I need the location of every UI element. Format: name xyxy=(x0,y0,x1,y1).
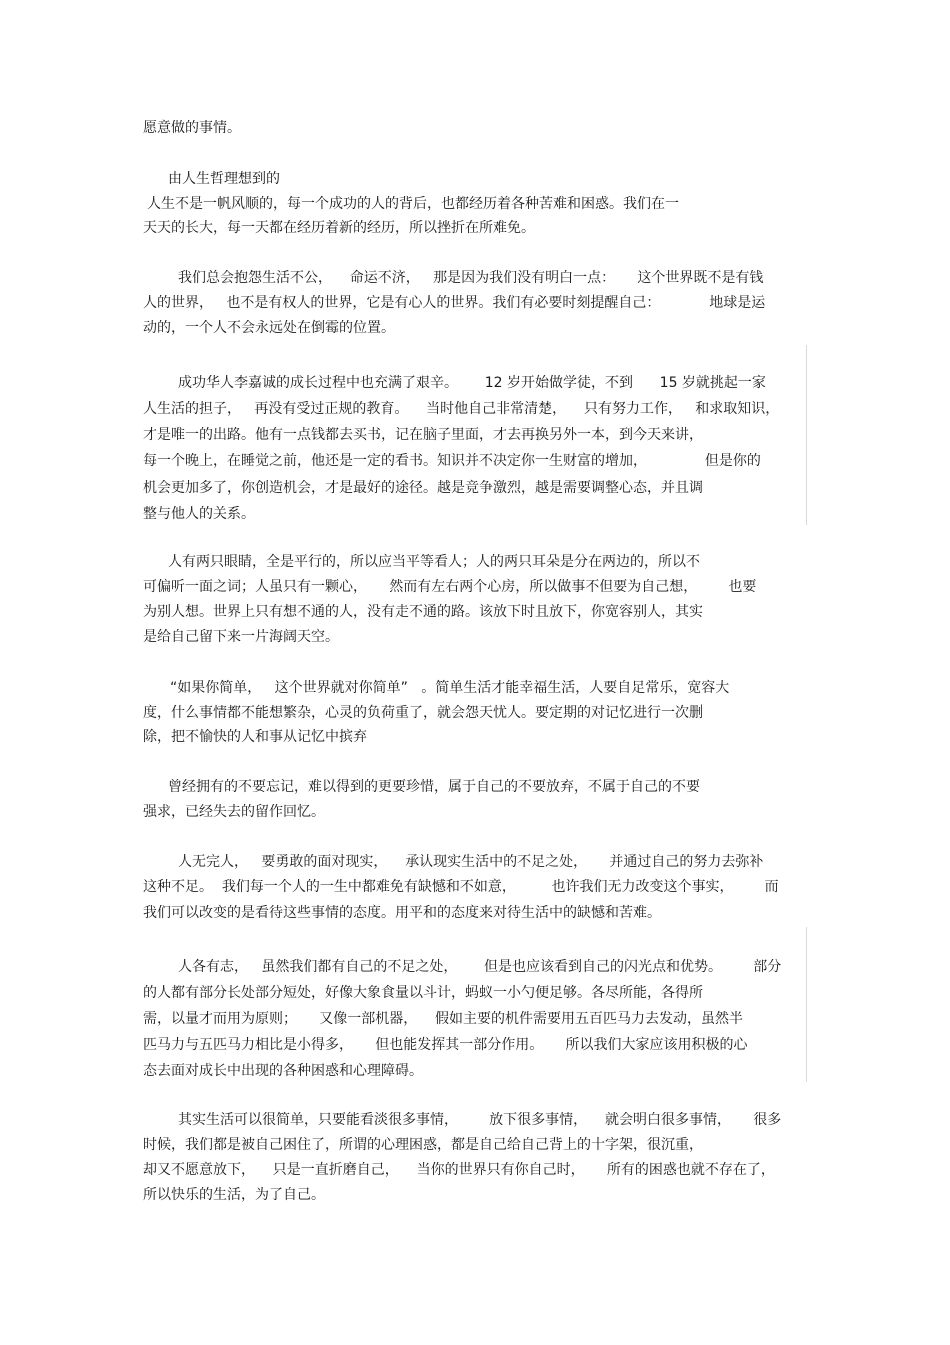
text-line: 是给自己留下来一片海阔天空。 xyxy=(143,629,339,645)
vertical-rule xyxy=(806,345,807,525)
text-line: 人生不是一帆风顺的，每一个成功的人的背后，也都经历着各种苦难和困惑。我们在一 xyxy=(147,196,679,212)
text-line: 需，以量才而用为原则； 又像一部机器， 假如主要的机件需要用五百匹马力去发动，虽然半 xyxy=(143,1011,744,1027)
text-line: 的人都有部分长处部分短处，好像大象食量以斗计，蚂蚁一小勺便足够。各尽所能，各得所 xyxy=(143,985,703,1001)
text-line: 可偏听一面之词；人虽只有一颗心， 然而有左右两个心房，所以做事不但要为自己想， 也要 xyxy=(143,579,757,595)
text-line: 人生活的担子， 再没有受过正规的教育。 当时他自己非常清楚， 只有努力工作， 和求取知识， xyxy=(143,401,780,417)
text-line: 曾经拥有的不要忘记，难以得到的更要珍惜，属于自己的不要放弃，不属于自己的不要 xyxy=(168,779,700,795)
text-line: 却又不愿意放下， 只是一直折磨自己， 当你的世界只有你自己时， 所有的困惑也就不存在了， xyxy=(143,1162,775,1178)
text-line: 匹马力与五匹马力相比是小得多， 但也能发挥其一部分作用。 所以我们大家应该用积极的心 xyxy=(143,1037,748,1053)
text-line: 才是唯一的出路。他有一点钱都去买书，记在脑子里面，才去再换另外一本，到今天来讲， xyxy=(143,427,703,443)
vertical-rule xyxy=(806,927,807,1082)
text-line: 人的世界， 也不是有权人的世界，它是有心人的世界。我们有必要时刻提醒自己： 地球是运 xyxy=(143,295,766,311)
text-line: 人有两只眼睛，全是平行的，所以应当平等看人；人的两只耳朵是分在两边的，所以不 xyxy=(168,554,700,570)
text-line: 愿意做的事情。 xyxy=(143,120,241,136)
text-line: 除，把不愉快的人和事从记忆中摈弃 xyxy=(143,729,367,745)
text-line: 所以快乐的生活，为了自己。 xyxy=(143,1187,325,1203)
text-line: “如果你简单， 这个世界就对你简单” 。简单生活才能幸福生活，人要自足常乐，宽容大 xyxy=(170,680,730,696)
text-line: 强求，已经失去的留作回忆。 xyxy=(143,804,325,820)
text-line: 这种不足。 我们每一个人的一生中都难免有缺憾和不如意， 也许我们无力改变这个事实， 而 xyxy=(143,879,779,895)
text-line: 人无完人， 要勇敢的面对现实， 承认现实生活中的不足之处， 并通过自己的努力去弥补 xyxy=(178,854,764,870)
text-line: 成功华人李嘉诚的成长过程中也充满了艰辛。 12 岁开始做学徒，不到 15 岁就挑起一家 xyxy=(178,375,766,391)
text-line: 态去面对成长中出现的各种困惑和心理障碍。 xyxy=(143,1063,423,1079)
text-line: 我们可以改变的是看待这些事情的态度。用平和的态度来对待生活中的缺憾和苦难。 xyxy=(143,905,661,921)
text-line: 人各有志， 虽然我们都有自己的不足之处， 但是也应该看到自己的闪光点和优势。 部分 xyxy=(178,959,782,975)
text-line: 每一个晚上，在睡觉之前，他还是一定的看书。知识并不决定你一生财富的增加， 但是你的 xyxy=(143,453,761,469)
text-line: 我们总会抱怨生活不公， 命运不济， 那是因为我们没有明白一点： 这个世界既不是有钱 xyxy=(178,270,764,286)
text-line: 天天的长大，每一天都在经历着新的经历，所以挫折在所难免。 xyxy=(143,220,535,236)
heading: 由人生哲理想到的 xyxy=(168,171,280,187)
text-line: 时候，我们都是被自己困住了，所谓的心理困惑，都是自己给自己背上的十字架，很沉重， xyxy=(143,1137,703,1153)
text-line: 整与他人的关系。 xyxy=(143,506,255,522)
text-line: 动的，一个人不会永远处在倒霉的位置。 xyxy=(143,320,395,336)
text-line: 度，什么事情都不能想繁杂，心灵的负荷重了，就会怨天忧人。要定期的对记忆进行一次删 xyxy=(143,705,703,721)
text-line: 为别人想。世界上只有想不通的人，没有走不通的路。该放下时且放下，你宽容别人，其实 xyxy=(143,604,703,620)
text-line: 其实生活可以很简单，只要能看淡很多事情， 放下很多事情， 就会明白很多事情， 很多 xyxy=(178,1112,782,1128)
text-line: 机会更加多了，你创造机会，才是最好的途径。越是竞争激烈，越是需要调整心态，并且调 xyxy=(143,480,703,496)
